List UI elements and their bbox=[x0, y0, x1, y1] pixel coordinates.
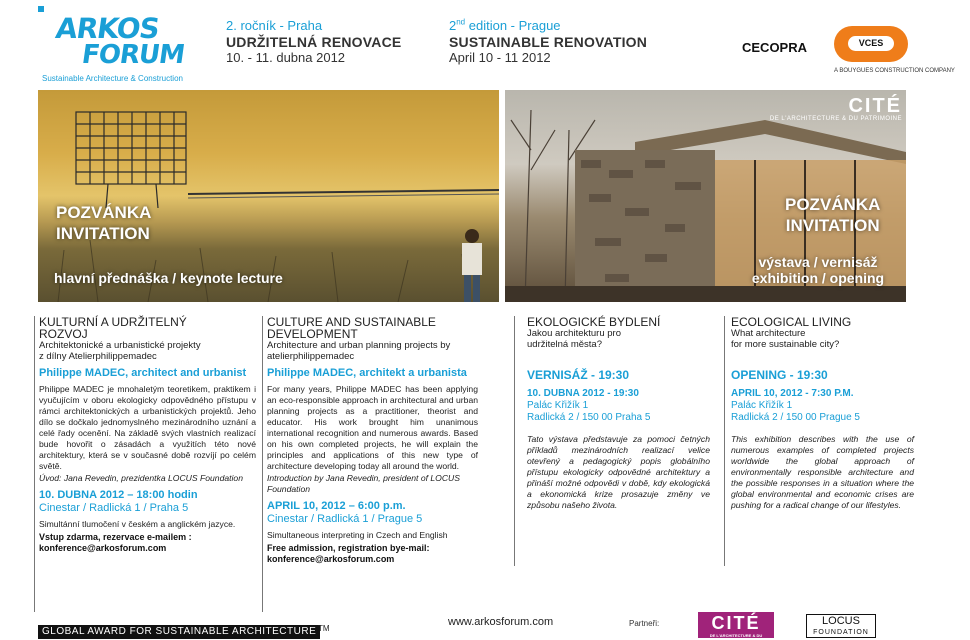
col2-subheading-line2: atelierphilippemadec bbox=[267, 351, 355, 362]
col1-registration: Vstup zdarma, rezervace e-mailem : bbox=[39, 532, 192, 542]
cz-title: UDRŽITELNÁ RENOVACE bbox=[226, 34, 402, 50]
exhibition-subtitle-en: exhibition / opening bbox=[751, 270, 885, 286]
global-award-banner: GLOBAL AWARD FOR SUSTAINABLE ARCHITECTURE bbox=[38, 625, 320, 639]
col4-heading: ECOLOGICAL LIVING bbox=[731, 315, 852, 329]
col3-event: VERNISÁŽ - 19:30 bbox=[527, 368, 630, 382]
col1-heading-line2: ROZVOJ bbox=[39, 327, 88, 341]
locus-foundation-logo bbox=[806, 614, 876, 638]
col1-heading-line1: KULTURNÍ A UDRŽITELNÝ bbox=[39, 315, 187, 329]
exhibition-title-en: INVITATION bbox=[785, 216, 880, 235]
person-silhouette bbox=[462, 229, 482, 302]
vces-logo-text: VCES bbox=[848, 36, 894, 51]
en-edition bbox=[449, 18, 647, 34]
exhibition-title-cz: POZVÁNKA bbox=[785, 195, 881, 214]
col3-venue-line1: Palác Křižík 1 bbox=[527, 400, 589, 411]
col1-date: 10. DUBNA 2012 – 18:00 hodin bbox=[39, 489, 198, 501]
en-edition-num: 2 bbox=[449, 18, 457, 33]
keynote-title-cz: POZVÁNKA bbox=[56, 203, 152, 222]
col1-email[interactable]: konference@arkosforum.com bbox=[39, 543, 167, 553]
foundation-word: FOUNDATION bbox=[813, 629, 869, 636]
exhibition-subtitle-cz: výstava / vernisáž bbox=[758, 254, 878, 270]
en-title: SUSTAINABLE RENOVATION bbox=[449, 34, 648, 50]
vces-logo bbox=[834, 26, 908, 62]
col2-venue: Cinestar / Radlická 1 / Prague 5 bbox=[267, 513, 423, 525]
col1-subheading-line1: Architektonické a urbanistické projekty bbox=[39, 340, 201, 351]
col2-speaker: Philippe MADEC, architekt a urbanista bbox=[267, 367, 467, 379]
en-edition-sup: nd bbox=[456, 17, 466, 27]
cite-partner-logo bbox=[698, 612, 774, 638]
keynote-subtitle: hlavní přednáška / keynote lecture bbox=[54, 270, 283, 286]
arkos-forum-logo bbox=[38, 6, 198, 82]
col2-interpreting-note: Simultaneous interpreting in Czech and English bbox=[267, 530, 448, 540]
col3-date: 10. DUBNA 2012 - 19:30 bbox=[527, 388, 639, 399]
col2-heading-line1: CULTURE AND SUSTAINABLE bbox=[267, 315, 436, 329]
en-edition-rest: edition - Prague bbox=[465, 18, 561, 33]
col3-heading: EKOLOGICKÉ BYDLENÍ bbox=[527, 315, 661, 329]
exhibition-invitation-title bbox=[785, 194, 880, 236]
website-link[interactable]: www.arkosforum.com bbox=[448, 616, 554, 628]
cite-partner-tag: DE L'ARCHITECTURE & DU PATRIMOINE bbox=[709, 633, 763, 640]
cz-dates: 10. - 11. dubna 2012 bbox=[226, 50, 346, 65]
cecopra-logo: CECOPRA bbox=[742, 40, 808, 55]
partners-label: Partneři: bbox=[629, 619, 660, 628]
header-czech bbox=[226, 18, 401, 66]
vces-tagline: A BOUYGUES CONSTRUCTION COMPANY bbox=[834, 68, 955, 74]
col2-intro: Introduction by Jana Revedin, president of LOCUS Foundation bbox=[267, 473, 460, 494]
cz-edition: 2. ročník - Praha bbox=[226, 18, 323, 33]
column-exhibition-cz bbox=[514, 316, 710, 566]
col4-date: APRIL 10, 2012 - 7:30 P.M. bbox=[731, 388, 854, 399]
col2-subheading-line1: Architecture and urban planning projects by bbox=[267, 340, 451, 351]
col1-speaker: Philippe MADEC, architect and urbanist bbox=[39, 367, 247, 379]
col1-intro: Úvod: Jana Revedin, prezidentka LOCUS Foundation bbox=[39, 473, 243, 483]
logo-line2: FORUM bbox=[79, 40, 186, 70]
column-keynote-cz bbox=[34, 316, 256, 612]
logo-tagline: Sustainable Architecture & Construction bbox=[42, 74, 183, 83]
col3-venue-line2: Radlická 2 / 150 00 Praha 5 bbox=[527, 412, 651, 423]
en-dates: April 10 - 11 2012 bbox=[449, 50, 551, 65]
keynote-photo bbox=[38, 90, 499, 302]
exhibition-subtitle bbox=[733, 254, 903, 286]
col2-body: For many years, Philippe MADEC has been applying an eco-responsible approach in architectural and urban planning projects as a practitioner, theorist and educator. His work brought him unanimous international recognition and numerous awards. Based on his own completed projects, he will explain the principles and applications of this new type of architecture developing today all around the world. bbox=[267, 384, 478, 471]
col1-body: Philippe MADEC je mnohaletým teoretikem, praktikem i vyučujícím v oboru ekologicky odpovědného přístupu v rámci architektonických a urbanistických projektů. Jeho dílo se dočkalo jednomyslného mezinárodního uznání a celé řady ocenění. Na základě svých vlastních realizací bude hovořit o zásadách a využitích této nové architektury, která se v současné době rozvíjí po celém světě. bbox=[39, 384, 256, 471]
exhibition-photo bbox=[505, 90, 906, 302]
col3-subheading-line1: Jakou architekturu pro bbox=[527, 328, 621, 339]
column-keynote-en bbox=[262, 316, 478, 612]
cite-partner-word: CITÉ bbox=[711, 613, 761, 633]
col4-subheading-line1: What architecture bbox=[731, 328, 806, 339]
column-exhibition-en bbox=[724, 316, 914, 566]
col4-venue-line1: Palác Křižík 1 bbox=[731, 400, 793, 411]
trademark-mark: TM bbox=[318, 624, 330, 633]
cite-logo-word: CITÉ bbox=[848, 95, 902, 117]
header-english bbox=[449, 18, 647, 66]
cite-logo-tag: DE L'ARCHITECTURE & DU PATRIMOINE bbox=[769, 116, 902, 122]
locus-word: LOCUS bbox=[822, 615, 860, 627]
col2-registration: Free admission, registration bye-mail: bbox=[267, 543, 430, 553]
cite-logo-photo bbox=[770, 96, 902, 122]
col1-interpreting-note: Simultánní tlumočení v českém a anglickém jazyce. bbox=[39, 519, 236, 529]
col4-event: OPENING - 19:30 bbox=[731, 368, 828, 382]
col1-venue: Cinestar / Radlická 1 / Praha 5 bbox=[39, 502, 189, 514]
col3-body: Tato výstava představuje za pomoci četných příkladů mezinárodních realizací velice otevřený a pedagogický popis globálního přístupu ekologicky odpovědné architektury a přináší možné odpovědi v době, kdy ekologická a ekonomická krize prosazuje změny ve způsobu našeho života. bbox=[527, 434, 710, 510]
col4-body: This exhibition describes with the use of numerous examples of completed projects worldwide the global approach of environmentally responsible architecture and the possible responses in a situation where the global environmental and economic crises are pushing for a radical change of our lifestyles. bbox=[731, 434, 914, 510]
col4-subheading-line2: for more sustainable city? bbox=[731, 339, 840, 350]
logo-line1: ARKOS bbox=[53, 12, 161, 45]
col2-date: APRIL 10, 2012 – 6:00 p.m. bbox=[267, 500, 406, 512]
keynote-title-en: INVITATION bbox=[56, 224, 150, 243]
col4-venue-line2: Radlická 2 / 150 00 Prague 5 bbox=[731, 412, 860, 423]
col2-heading-line2: DEVELOPMENT bbox=[267, 327, 358, 341]
keynote-invitation-title bbox=[56, 202, 151, 244]
col2-email[interactable]: konference@arkosforum.com bbox=[267, 554, 395, 564]
col1-subheading-line2: z dílny Atelierphilippemadec bbox=[39, 351, 157, 362]
col3-subheading-line2: udržitelná města? bbox=[527, 339, 602, 350]
logo-mark bbox=[38, 6, 44, 12]
